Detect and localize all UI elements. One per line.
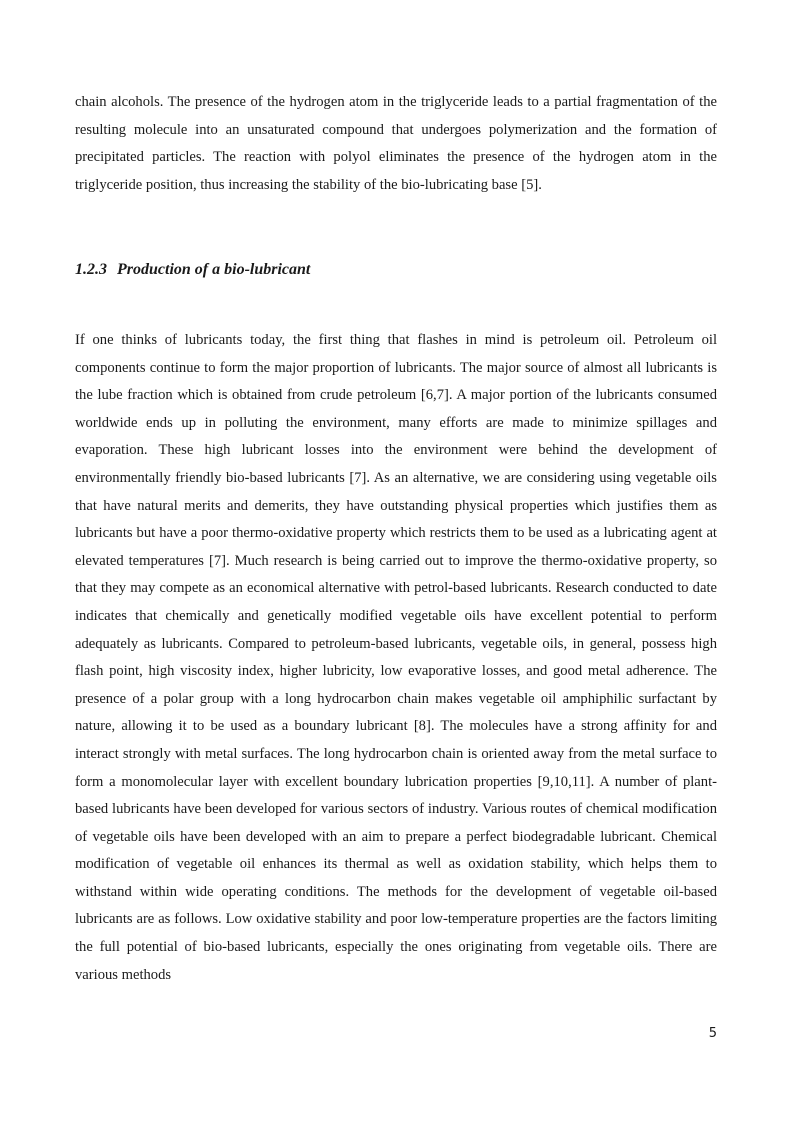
section-number: 1.2.3 <box>75 261 107 278</box>
section-body-paragraph: If one thinks of lubricants today, the first thing that flashes in mind is petroleum oil. Petroleum oil components continue to form the major proportion of lubricants. The major source of almost all lubricants is the lube fraction which is obtained from crude petroleum [6,7]. A major portion of the lubricants consumed worldwide ends up in polluting the environment, many efforts are made to minimize spillages and evaporation. These high lubricant losses into the environment were behind the development of environmentally friendly bio-based lubricants [7]. As an alternative, we are considering using vegetable oils that have natural merits and demerits, they have outstanding physical properties which justifies them as lubricants but have a poor thermo-oxidative property which restricts them to be used as a lubricating agent at elevated temperatures [7]. Much research is being carried out to improve the thermo-oxidative property, so that they may compete as an economical alternative with petrol-based lubricants. Research conducted to date indicates that chemically and genetically modified vegetable oils have excellent potential to perform adequately as lubricants. Compared to petroleum-based lubricants, vegetable oils, in general, possess high flash point, high viscosity index, higher lubricity, low evaporative losses, and good metal adherence. The presence of a polar group with a long hydrocarbon chain makes vegetable oil amphiphilic surfactant by nature, allowing it to be used as a boundary lubricant [8]. The molecules have a strong affinity for and interact strongly with metal surfaces. The long hydrocarbon chain is oriented away from the metal surface to form a monomolecular layer with excellent boundary lubrication properties [9,10,11]. A number of plant-based lubricants have been developed for various sectors of industry. Various routes of chemical modification of vegetable oils have been developed with an aim to prepare a perfect biodegradable lubricant. Chemical modification of vegetable oil enhances its thermal as well as oxidation stability, which helps them to withstand within wide operating conditions. The methods for the development of vegetable oil-based lubricants are as follows. Low oxidative stability and poor low-temperature properties are the factors limiting the full potential of bio-based lubricants, especially the ones originating from vegetable oils. There are various methods <box>75 332 717 983</box>
section-title: Production of a bio-lubricant <box>117 261 311 278</box>
continuation-paragraph: chain alcohols. The presence of the hydrogen atom in the triglyceride leads to a partial fragmentation of the resulting molecule into an unsaturated compound that undergoes polymerization and the formation of precipitated particles. The reaction with polyol eliminates the presence of the hydrogen atom in the triglyceride position, thus increasing the stability of the bio-lubricating base [5]. <box>75 94 717 193</box>
page-number: 5 <box>708 1026 717 1041</box>
section-heading <box>75 256 310 284</box>
